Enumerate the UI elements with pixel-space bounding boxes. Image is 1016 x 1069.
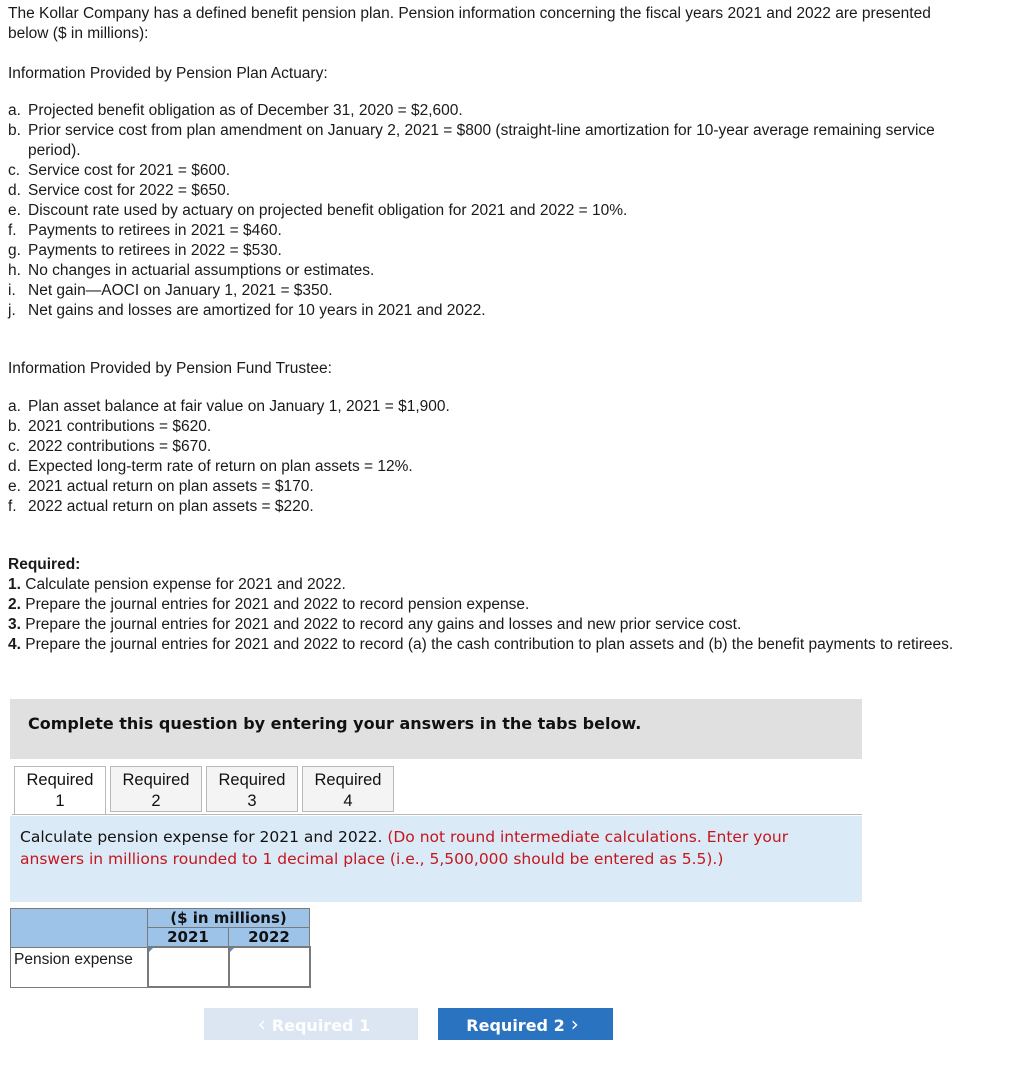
list-item: c. Service cost for 2021 = $600. — [8, 162, 231, 179]
answer-table — [10, 908, 311, 988]
required-item: 1. Calculate pension expense for 2021 and 2022. — [8, 576, 346, 593]
chevron-left-icon: ‹ — [257, 1012, 266, 1036]
instructions-banner: Complete this question by entering your answers in the tabs below. — [10, 699, 862, 759]
required-section — [8, 555, 968, 655]
list-item: f. 2022 actual return on plan assets = $220. — [8, 498, 314, 515]
chevron-right-icon: › — [570, 1012, 579, 1036]
list-item: c. 2022 contributions = $670. — [8, 438, 212, 455]
list-item: h. No changes in actuarial assumptions or estimates. — [8, 262, 375, 279]
required-item: 4. Prepare the journal entries for 2021 and 2022 to record (a) the cash contribution to plan assets and (b) the benefit payments to retirees. — [8, 636, 954, 653]
row-label-pension-expense: Pension expense — [11, 947, 148, 987]
tab-required-4[interactable]: Required 4 — [302, 766, 394, 812]
unit-header: ($ in millions) — [148, 909, 310, 928]
tab-required-3[interactable]: Required 3 — [206, 766, 298, 812]
list-item: d. Service cost for 2022 = $650. — [8, 182, 231, 199]
problem-intro: The Kollar Company has a defined benefit pension plan. Pension information concerning the fiscal years 2021 and 2022 are presented below ($ in millions): — [8, 5, 931, 42]
required-item: 3. Prepare the journal entries for 2021 and 2022 to record any gains and losses and new prior service cost. — [8, 616, 742, 633]
col-2022-header: 2022 — [229, 928, 310, 948]
list-item: a. Projected benefit obligation as of December 31, 2020 = $2,600. — [8, 102, 463, 119]
list-item: e. Discount rate used by actuary on projected benefit obligation for 2021 and 2022 = 10%. — [8, 202, 628, 219]
list-item: g. Payments to retirees in 2022 = $530. — [8, 242, 282, 259]
col-2021-header: 2021 — [148, 928, 229, 948]
tab-required-1[interactable]: Required 1 — [14, 766, 106, 815]
actuary-list — [8, 101, 948, 321]
prev-button: ‹ Required 1 — [204, 1008, 418, 1040]
required-item: 2. Prepare the journal entries for 2021 and 2022 to record pension expense. — [8, 596, 530, 613]
list-item: b. 2021 contributions = $620. — [8, 418, 212, 435]
tab-divider — [12, 814, 862, 815]
actuary-heading: Information Provided by Pension Plan Actuary: — [8, 65, 328, 82]
pension-expense-2021-input[interactable] — [149, 948, 228, 986]
list-item: e. 2021 actual return on plan assets = $170. — [8, 478, 314, 495]
tab-instruction: Calculate pension expense for 2021 and 2022. (Do not round intermediate calculations. Enter your answers in millions rounded to 1 decimal place (i.e., 5,500,000 should be entered as 5.5).) — [10, 816, 862, 902]
trustee-list — [8, 397, 948, 517]
trustee-heading: Information Provided by Pension Fund Trustee: — [8, 360, 332, 377]
required-heading: Required: — [8, 556, 81, 573]
next-button[interactable]: Required 2 › — [438, 1008, 613, 1040]
list-item: b. Prior service cost from plan amendment on January 2, 2021 = $800 (straight-line amortization for 10-year average remaining service period). — [8, 122, 935, 159]
instruction-note: (Do not round intermediate calculations. Enter your answers in millions rounded to 1 decimal place (i.e., 5,500,000 should be entered as 5.5).) — [20, 828, 789, 868]
list-item: j. Net gains and losses are amortized for 10 years in 2021 and 2022. — [8, 302, 486, 319]
list-item: d. Expected long-term rate of return on plan assets = 12%. — [8, 458, 413, 475]
required-tabs — [14, 766, 398, 815]
list-item: f. Payments to retirees in 2021 = $460. — [8, 222, 282, 239]
list-item: i. Net gain—AOCI on January 1, 2021 = $350. — [8, 282, 333, 299]
pension-expense-2022-cell — [229, 947, 310, 987]
pension-expense-2021-cell — [148, 947, 229, 987]
pension-expense-2022-input[interactable] — [230, 948, 309, 986]
list-item: a. Plan asset balance at fair value on January 1, 2021 = $1,900. — [8, 398, 450, 415]
tab-required-2[interactable]: Required 2 — [110, 766, 202, 812]
